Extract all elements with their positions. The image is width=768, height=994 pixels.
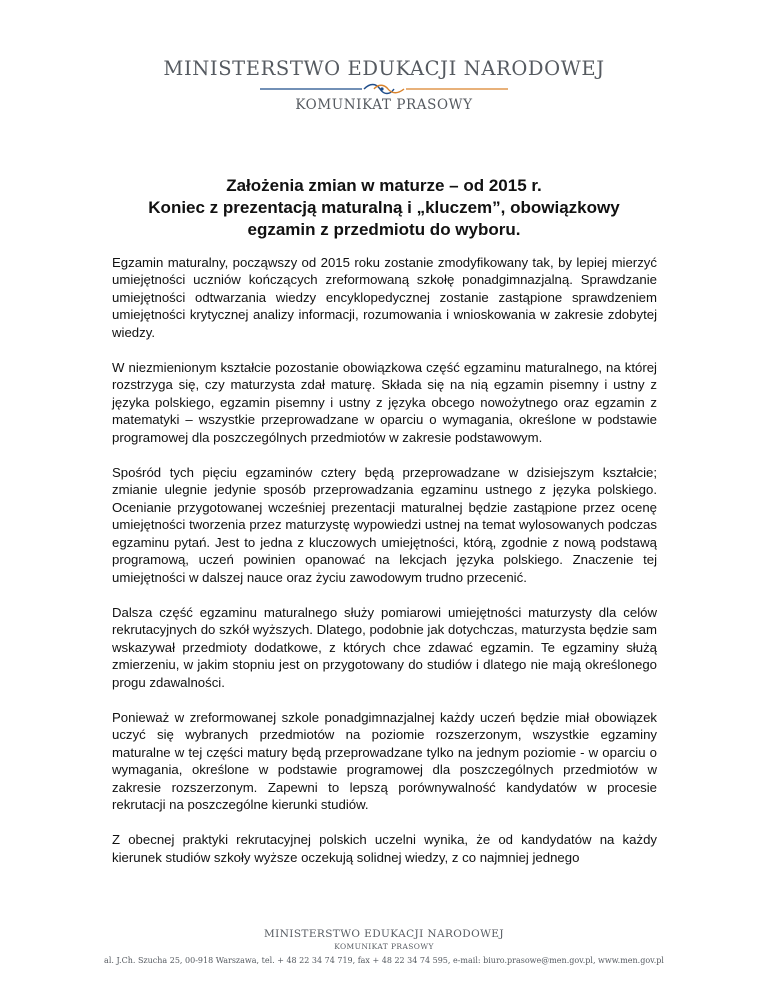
footer-press-release-label: KOMUNIKAT PRASOWY	[334, 942, 434, 951]
ornament-divider	[0, 83, 768, 95]
paragraph: Spośród tych pięciu egzaminów cztery będą przeprowadzane w dzisiejszym kształcie; zmianie ulegnie jedynie sposób przeprowadzania egzaminu ustnego z języka polskiego. Ocenianie przygotowanej wcześniej prezentacji maturalnej będzie zastąpione przez ocenę umiejętności tworzenia przez maturzystę wypowiedzi ustnej na temat wylosowanych podczas egzaminu pytań. Jest to jedna z kluczowych umiejętności, którą, zgodnie z nową podstawą programową, uczeń powinien opanować na lekcjach języka polskiego. Znaczenie tej umiejętności w dalszej nauce oraz życiu zawodowym trudno przecenić.	[112, 465, 657, 585]
paragraph: W niezmienionym kształcie pozostanie obowiązkowa część egzaminu maturalnego, na której rozstrzyga się, czy maturzysta zdał maturę. Składa się na nią egzamin pisemny i ustny z języka polskiego, egzamin pisemny i ustny z języka obcego nowożytnego oraz egzamin z matematyki – wszystkie przeprowadzane w oparciu o wymagania, określone w podstawie programowej dla poszczególnych przedmiotów w zakresie podstawowym.	[112, 360, 657, 445]
footer	[0, 928, 768, 966]
headline-line-1: Założenia zmian w maturze – od 2015 r.	[226, 176, 542, 195]
press-release-label: KOMUNIKAT PRASOWY	[295, 97, 473, 113]
paragraph: Z obecnej praktyki rekrutacyjnej polskich uczelni wynika, że od kandydatów na każdy kierunek studiów szkoły wyższe oczekują solidnej wiedzy, z co najmniej jednego	[112, 832, 657, 865]
paragraph: Egzamin maturalny, począwszy od 2015 roku zostanie zmodyfikowany tak, by lepiej mierzyć umiejętności uczniów kończących zreformowaną szkołę ponadgimnazjalną. Sprawdzanie umiejętności odtwarzania wiedzy encyklopedycznej zostanie zastąpione sprawdzeniem umiejętności krytycznej analizy informacji, rozumowania i wnioskowania w zakresie zdobytej wiedzy.	[112, 255, 657, 340]
ministry-title: MINISTERSTWO EDUKACJI NARODOWEJ	[163, 57, 605, 80]
footer-ministry-title: MINISTERSTWO EDUKACJI NARODOWEJ	[264, 928, 504, 940]
paragraph: Dalsza część egzaminu maturalnego służy pomiarowi umiejętności maturzysty dla celów rekrutacyjnych do szkół wyższych. Dlatego, podobnie jak dotychczas, maturzysta będzie sam wskazywał przedmioty dodatkowe, z których chce zdawać egzamin. Te egzaminy służą zmierzeniu, w jakim stopniu jest on przygotowany do studiów i dlatego nie mają określonego progu zdawalności.	[112, 604, 657, 690]
headline	[100, 175, 668, 241]
scroll-ornament-icon	[260, 83, 508, 95]
article-body	[112, 254, 657, 884]
letterhead	[0, 58, 768, 113]
paragraph: Ponieważ w zreformowanej szkole ponadgimnazjalnej każdy uczeń będzie miał obowiązek uczyć się wybranych przedmiotów na poziomie rozszerzonym, wszystkie egzaminy maturalne w tej części matury będą przeprowadzane tylko na jednym poziomie - w oparciu o wymagania, określone w podstawie programowej dla poszczególnych przedmiotów w zakresie rozszerzonym. Zapewni to lepszą porównywalność kandydatów w procesie rekrutacji na poszczególne kierunki studiów.	[112, 709, 657, 812]
footer-contact-info: al. J.Ch. Szucha 25, 00-918 Warszawa, tel. + 48 22 34 74 719, fax + 48 22 34 74 595, e-mail: biuro.prasowe@men.gov.pl, www.men.gov.pl	[104, 956, 664, 965]
headline-line-2: Koniec z prezentacją maturalną i „kluczem”, obowiązkowy	[148, 198, 620, 217]
headline-line-3: egzamin z przedmiotu do wyboru.	[247, 220, 521, 239]
